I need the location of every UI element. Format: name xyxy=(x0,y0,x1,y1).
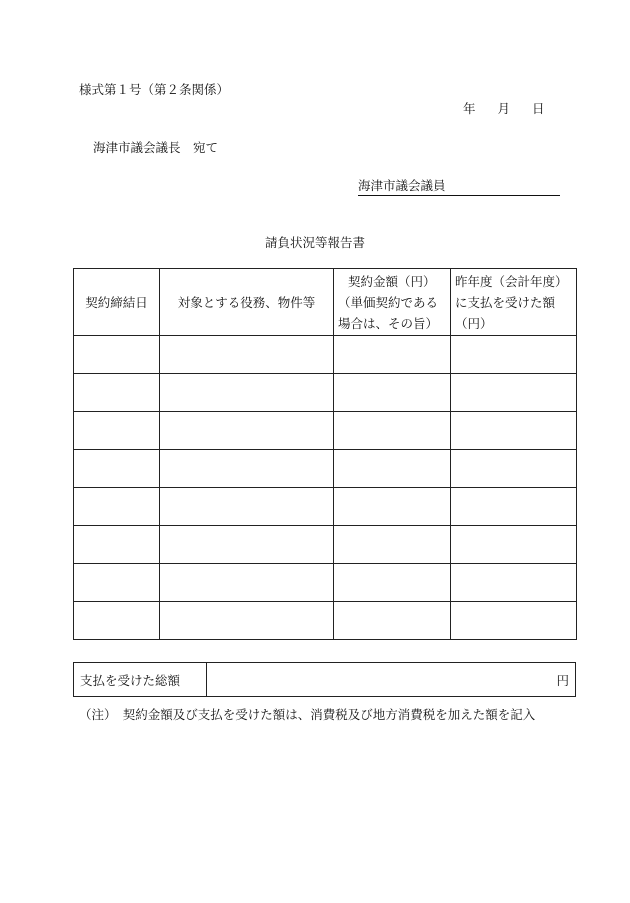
table-row xyxy=(74,450,577,488)
addressee: 海津市議会議長 宛て xyxy=(93,140,219,155)
cell-contract-date[interactable] xyxy=(74,564,160,602)
form-number: 様式第１号（第２条関係） xyxy=(79,82,230,97)
table-row xyxy=(74,374,577,412)
cell-contract-amount[interactable] xyxy=(334,564,451,602)
header-paid-line3: （円） xyxy=(455,315,493,331)
cell-contract-amount[interactable] xyxy=(334,526,451,564)
cell-contract-date[interactable] xyxy=(74,374,160,412)
cell-subject[interactable] xyxy=(160,374,334,412)
table-row xyxy=(74,336,577,374)
cell-paid-amount[interactable] xyxy=(451,412,577,450)
cell-contract-date[interactable] xyxy=(74,488,160,526)
cell-contract-date[interactable] xyxy=(74,412,160,450)
sender-label: 海津市議会議員 xyxy=(358,178,446,193)
date-year-label: 年 xyxy=(463,101,476,116)
report-table xyxy=(73,268,577,640)
table-body xyxy=(74,336,577,640)
total-row xyxy=(74,663,576,697)
cell-paid-amount[interactable] xyxy=(451,564,577,602)
cell-subject[interactable] xyxy=(160,526,334,564)
cell-paid-amount[interactable] xyxy=(451,526,577,564)
footnote: （注） 契約金額及び支払を受けた額は、消費税及び地方消費税を加えた額を記入 xyxy=(79,707,536,722)
cell-contract-amount[interactable] xyxy=(334,412,451,450)
cell-contract-date[interactable] xyxy=(74,450,160,488)
table-row xyxy=(74,488,577,526)
header-amount-line3: 場合は、その旨） xyxy=(338,315,439,331)
sender-signature-line xyxy=(358,176,560,196)
header-paid-line2: に支払を受けた額 xyxy=(455,294,556,310)
cell-contract-amount[interactable] xyxy=(334,450,451,488)
table-row xyxy=(74,602,577,640)
cell-contract-date[interactable] xyxy=(74,336,160,374)
total-amount-field[interactable] xyxy=(207,663,576,697)
cell-paid-amount[interactable] xyxy=(451,488,577,526)
cell-contract-amount[interactable] xyxy=(334,488,451,526)
total-label: 支払を受けた総額 xyxy=(74,663,207,697)
header-contract-amount xyxy=(334,269,451,336)
header-amount-line1: 契約金額（円） xyxy=(348,273,436,289)
total-table xyxy=(73,662,576,697)
cell-subject[interactable] xyxy=(160,336,334,374)
cell-paid-amount[interactable] xyxy=(451,336,577,374)
cell-paid-amount[interactable] xyxy=(451,450,577,488)
cell-contract-amount[interactable] xyxy=(334,602,451,640)
table-row xyxy=(74,412,577,450)
header-paid-line1: 昨年度（会計年度） xyxy=(455,273,568,289)
cell-contract-amount[interactable] xyxy=(334,336,451,374)
date-day-label: 日 xyxy=(532,101,545,116)
cell-subject[interactable] xyxy=(160,412,334,450)
cell-contract-date[interactable] xyxy=(74,526,160,564)
cell-contract-date[interactable] xyxy=(74,602,160,640)
header-amount-line2: （単価契約である xyxy=(338,294,439,310)
header-paid-amount xyxy=(451,269,577,336)
table-row xyxy=(74,564,577,602)
cell-subject[interactable] xyxy=(160,602,334,640)
table-row xyxy=(74,526,577,564)
total-unit: 円 xyxy=(556,672,569,688)
header-subject: 対象とする役務、物件等 xyxy=(160,269,334,336)
cell-subject[interactable] xyxy=(160,450,334,488)
table-header-row xyxy=(74,269,577,336)
date-line xyxy=(463,99,545,117)
cell-subject[interactable] xyxy=(160,488,334,526)
header-contract-date: 契約締結日 xyxy=(74,269,160,336)
cell-paid-amount[interactable] xyxy=(451,374,577,412)
date-month-label: 月 xyxy=(497,101,511,116)
cell-contract-amount[interactable] xyxy=(334,374,451,412)
cell-subject[interactable] xyxy=(160,564,334,602)
cell-paid-amount[interactable] xyxy=(451,602,577,640)
document-title: 請負状況等報告書 xyxy=(264,235,365,250)
